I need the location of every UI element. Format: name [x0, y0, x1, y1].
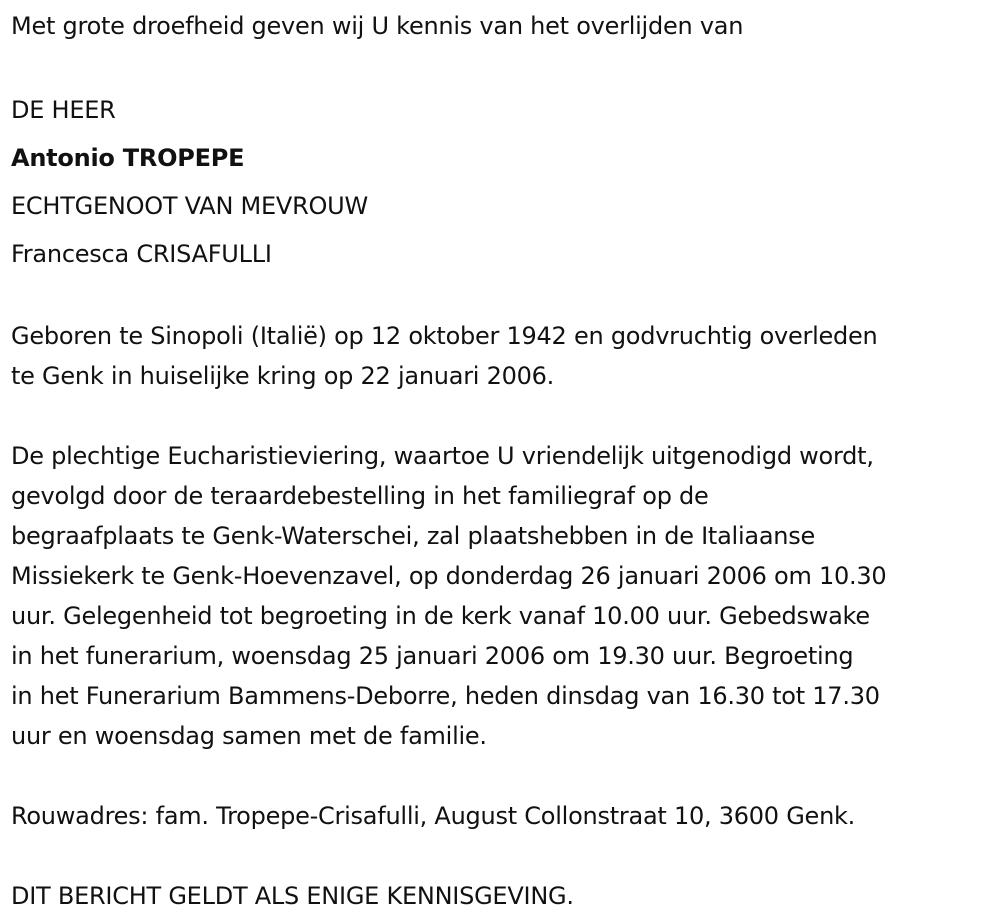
- paragraph-line: Geboren te Sinopoli (Italië) op 12 oktober 1942 en godvruchtig overleden: [11, 322, 878, 350]
- intro-text: Met grote droefheid geven wij U kennis van het overlijden van: [11, 12, 744, 40]
- paragraph-line: Missiekerk te Genk-Hoevenzavel, op donderdag 26 januari 2006 om 10.30: [11, 562, 887, 590]
- closing-statement: DIT BERICHT GELDT ALS ENIGE KENNISGEVING.: [11, 882, 574, 910]
- spacer: [11, 836, 991, 876]
- paragraph-line: uur en woensdag samen met de familie.: [11, 722, 487, 750]
- spacer: [11, 756, 991, 796]
- honorific-title: DE HEER: [11, 96, 116, 124]
- ceremony-paragraph: [11, 436, 991, 756]
- paragraph-line: De plechtige Eucharistieviering, waartoe U vriendelijk uitgenodigd wordt,: [11, 442, 874, 470]
- paragraph-line: in het Funerarium Bammens-Deborre, heden dinsdag van 16.30 tot 17.30: [11, 682, 880, 710]
- spouse-label: ECHTGENOOT VAN MEVROUW: [11, 192, 368, 220]
- mourning-address: Rouwadres: fam. Tropepe-Crisafulli, August Collonstraat 10, 3600 Genk.: [11, 802, 856, 830]
- spacer: [11, 46, 991, 86]
- deceased-name: [11, 134, 991, 182]
- spacer: [11, 278, 991, 316]
- paragraph-line: uur. Gelegenheid tot begroeting in de kerk vanaf 10.00 uur. Gebedswake: [11, 602, 870, 630]
- paragraph-line: begraafplaats te Genk-Waterschei, zal plaatshebben in de Italiaanse: [11, 522, 816, 550]
- deceased-first-name: Antonio: [11, 144, 115, 172]
- paragraph-line: te Genk in huiselijke kring op 22 januari 2006.: [11, 362, 555, 390]
- spouse-name: Francesca CRISAFULLI: [11, 240, 272, 268]
- paragraph-line: in het funerarium, woensdag 25 januari 2006 om 19.30 uur. Begroeting: [11, 642, 854, 670]
- paragraph-line: gevolgd door de teraardebestelling in het familiegraf op de: [11, 482, 709, 510]
- death-notice: [11, 6, 991, 916]
- deceased-last-name: TROPEPE: [122, 144, 245, 172]
- spacer: [11, 396, 991, 436]
- birth-death-paragraph: [11, 316, 991, 396]
